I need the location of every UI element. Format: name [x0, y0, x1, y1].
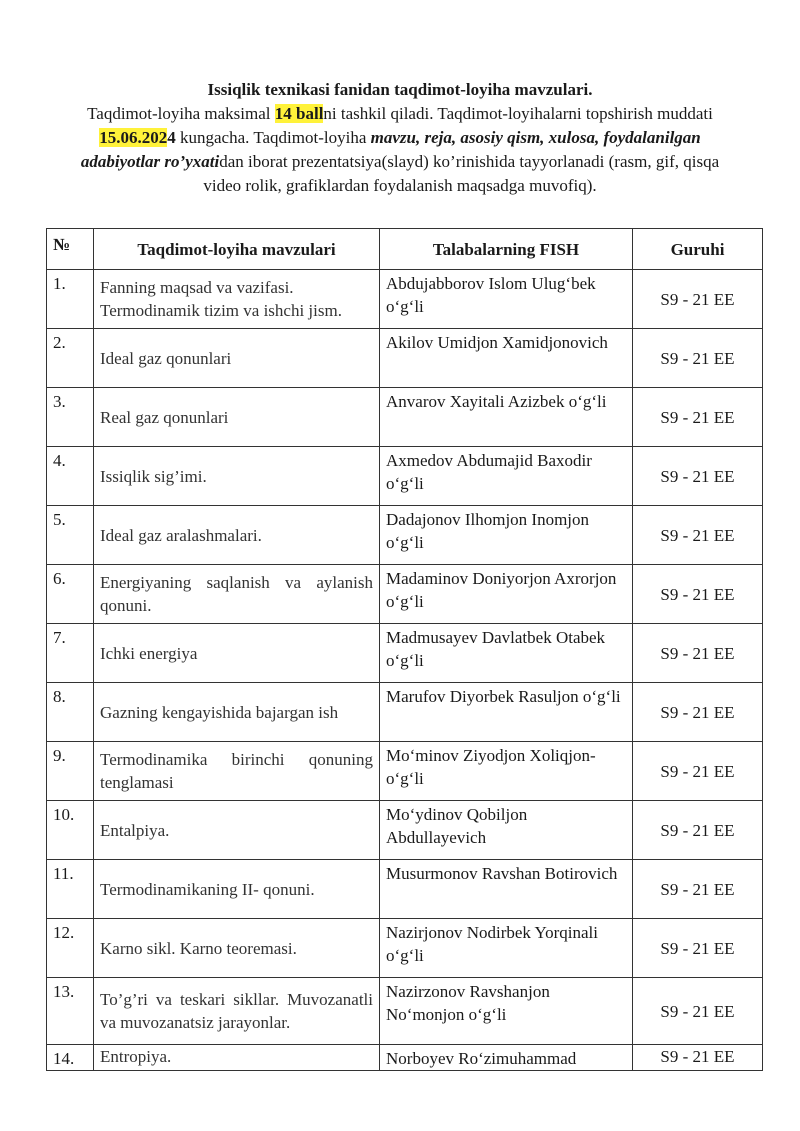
- row-group: S9 - 21 EE: [633, 919, 763, 978]
- header-student: Talabalarning FISH: [380, 229, 633, 270]
- row-topic: Karno sikl. Karno teoremasi.: [94, 919, 380, 978]
- topics-table: [46, 228, 763, 1071]
- row-student: Axmedov Abdumajid Baxodir o‘g‘li: [380, 447, 633, 506]
- row-group: S9 - 21 EE: [633, 388, 763, 447]
- row-group: S9 - 21 EE: [633, 270, 763, 329]
- row-number: 11.: [47, 860, 94, 919]
- document-intro: [60, 102, 740, 198]
- deadline-digit: 4: [167, 128, 176, 147]
- row-student: Nazirjonov Nodirbek Yorqinali o‘g‘li: [380, 919, 633, 978]
- table-row: [47, 801, 763, 860]
- intro-text-a: Taqdimot-loyiha maksimal: [87, 104, 275, 123]
- row-student: Mo‘ydinov Qobiljon Abdullayevich: [380, 801, 633, 860]
- row-number: 9.: [47, 742, 94, 801]
- deadline-highlight: 15.06.202: [99, 128, 168, 147]
- header-number: №: [47, 229, 94, 270]
- intro-structure: mavzu, reja, asosiy qism, xulosa, foydalanilgan adabiyotlar ro’yxati: [80, 128, 701, 171]
- table-row: [47, 978, 763, 1045]
- row-group: S9 - 21 EE: [633, 1045, 763, 1071]
- row-topic: Entropiya.: [94, 1045, 380, 1071]
- row-topic: Ideal gaz qonunlari: [94, 329, 380, 388]
- header-group: Guruhi: [633, 229, 763, 270]
- row-topic: Energiyaning saqlanish va aylanish qonuni.: [94, 565, 380, 624]
- row-group: S9 - 21 EE: [633, 565, 763, 624]
- row-number: 14.: [47, 1045, 94, 1071]
- row-number: 7.: [47, 624, 94, 683]
- row-topic: Real gaz qonunlari: [94, 388, 380, 447]
- table-header-row: [47, 229, 763, 270]
- row-group: S9 - 21 EE: [633, 683, 763, 742]
- row-number: 12.: [47, 919, 94, 978]
- row-number: 1.: [47, 270, 94, 329]
- table-row: [47, 919, 763, 978]
- table-row: [47, 742, 763, 801]
- row-number: 2.: [47, 329, 94, 388]
- row-group: S9 - 21 EE: [633, 860, 763, 919]
- row-student: Norboyev Ro‘zimuhammad: [380, 1045, 633, 1071]
- row-student: Musurmonov Ravshan Botirovich: [380, 860, 633, 919]
- row-number: 5.: [47, 506, 94, 565]
- row-student: Marufov Diyorbek Rasuljon o‘g‘li: [380, 683, 633, 742]
- row-topic: Entalpiya.: [94, 801, 380, 860]
- row-topic: To’g’ri va teskari sikllar. Muvozanatli va muvozanatsiz jarayonlar.: [94, 978, 380, 1045]
- row-student: Anvarov Xayitali Azizbek o‘g‘li: [380, 388, 633, 447]
- table-row: [47, 329, 763, 388]
- table-row: [47, 447, 763, 506]
- row-number: 4.: [47, 447, 94, 506]
- document-header: [60, 78, 740, 198]
- row-group: S9 - 21 EE: [633, 742, 763, 801]
- table-row: [47, 506, 763, 565]
- row-group: S9 - 21 EE: [633, 329, 763, 388]
- row-student: Akilov Umidjon Xamidjonovich: [380, 329, 633, 388]
- row-student: Madmusayev Davlatbek Otabek o‘g‘li: [380, 624, 633, 683]
- max-score-highlight: 14 ball: [274, 104, 324, 123]
- row-student: Abdujabborov Islom Ulug‘bek o‘g‘li: [380, 270, 633, 329]
- row-topic: Termodinamikaning II- qonuni.: [94, 860, 380, 919]
- row-group: S9 - 21 EE: [633, 978, 763, 1045]
- row-student: Nazirzonov Ravshanjon No‘monjon o‘g‘li: [380, 978, 633, 1045]
- row-number: 10.: [47, 801, 94, 860]
- table-row: [47, 270, 763, 329]
- document-title: Issiqlik texnikasi fanidan taqdimot-loyiha mavzulari.: [207, 80, 593, 99]
- row-group: S9 - 21 EE: [633, 447, 763, 506]
- row-student: Madaminov Doniyorjon Axrorjon o‘g‘li: [380, 565, 633, 624]
- row-number: 6.: [47, 565, 94, 624]
- table-row: [47, 1045, 763, 1071]
- row-topic: Gazning kengayishida bajargan ish: [94, 683, 380, 742]
- intro-text-d: dan iborat prezentatsiya(slayd) ko’rinishida tayyorlanadi (rasm, gif, qisqa video rolik, grafiklardan foydalanish maqsadga muvofiq).: [203, 152, 720, 195]
- row-topic: Termodinamika birinchi qonuning tenglamasi: [94, 742, 380, 801]
- row-topic: Ichki energiya: [94, 624, 380, 683]
- row-group: S9 - 21 EE: [633, 506, 763, 565]
- row-topic: Issiqlik sig’imi.: [94, 447, 380, 506]
- row-number: 3.: [47, 388, 94, 447]
- row-number: 13.: [47, 978, 94, 1045]
- table-row: [47, 565, 763, 624]
- row-student: Dadajonov Ilhomjon Inomjon o‘g‘li: [380, 506, 633, 565]
- row-topic: Ideal gaz aralashmalari.: [94, 506, 380, 565]
- row-topic: Fanning maqsad va vazifasi. Termodinamik tizim va ishchi jism.: [94, 270, 380, 329]
- header-topic: Taqdimot-loyiha mavzulari: [94, 229, 380, 270]
- intro-text-c: kungacha. Taqdimot-loyiha: [175, 128, 371, 147]
- intro-text-b: ni tashkil qiladi. Taqdimot-loyihalarni topshirish muddati: [323, 104, 713, 123]
- table-row: [47, 683, 763, 742]
- row-group: S9 - 21 EE: [633, 624, 763, 683]
- table-row: [47, 860, 763, 919]
- row-student: Mo‘minov Ziyodjon Xoliqjon- o‘g‘li: [380, 742, 633, 801]
- row-number: 8.: [47, 683, 94, 742]
- row-group: S9 - 21 EE: [633, 801, 763, 860]
- table-row: [47, 388, 763, 447]
- table-row: [47, 624, 763, 683]
